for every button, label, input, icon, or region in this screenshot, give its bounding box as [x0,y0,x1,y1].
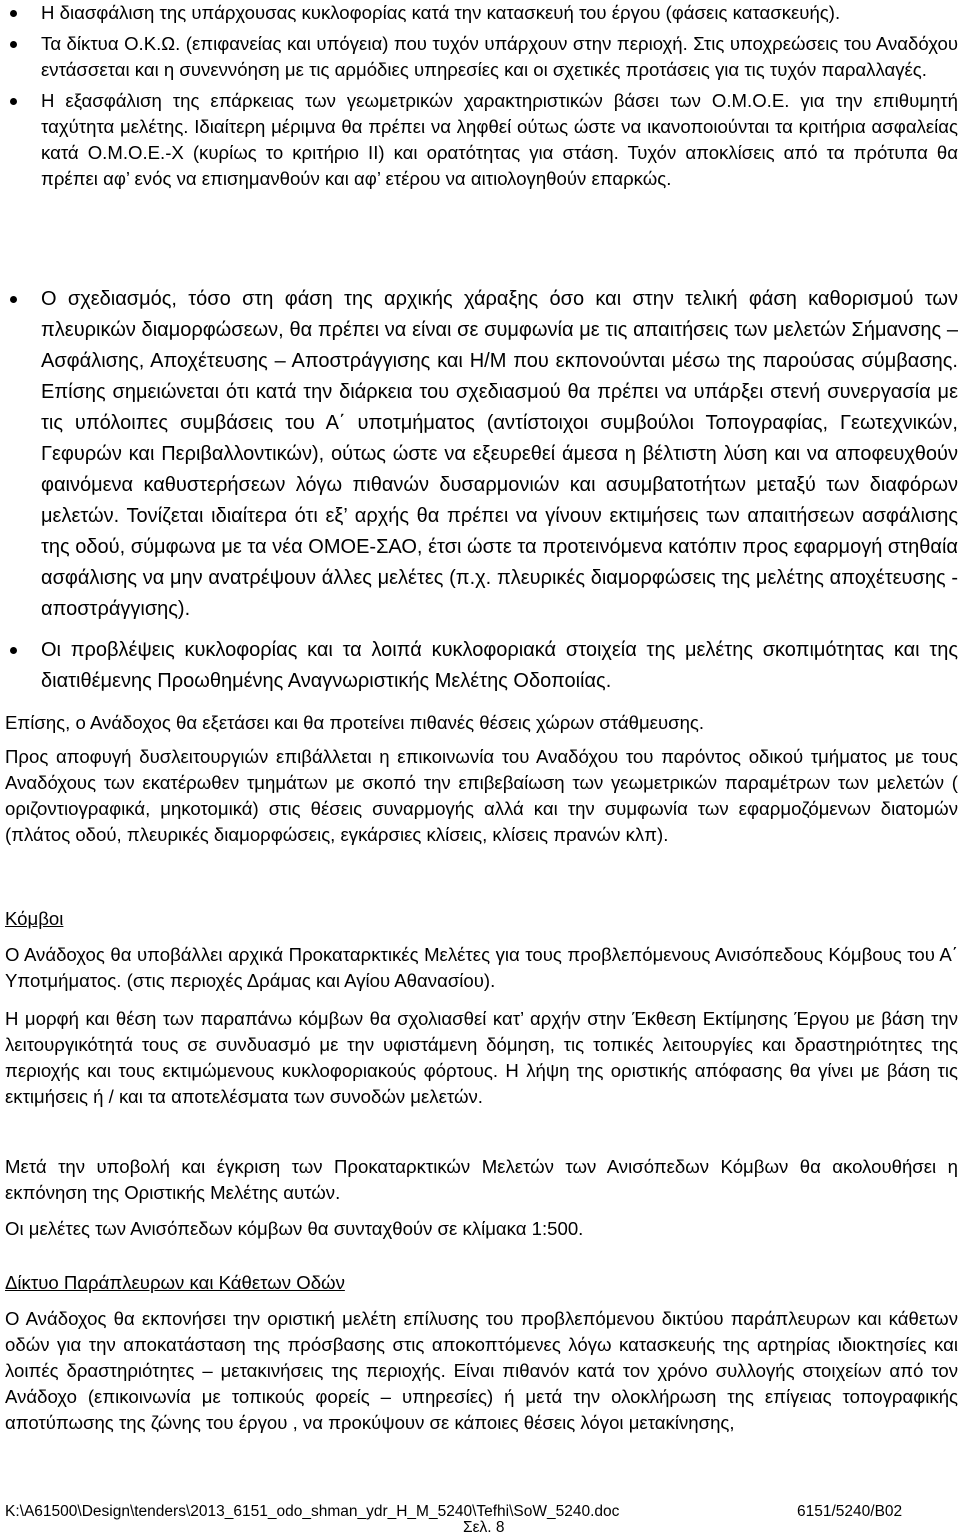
section-heading-network: Δίκτυο Παράπλευρων και Κάθετων Οδών [5,1272,345,1293]
paragraph-nodes-scale: Οι μελέτες των Ανισόπεδων κόμβων θα συνταχθούν σε κλίμακα 1:500. [5,1218,584,1239]
bullet-item: Τα δίκτυα Ο.Κ.Ω. (επιφανείας και υπόγεια) που τυχόν υπάρχουν στην περιοχή. Στις υποχρεώσεις του Αναδόχου εντάσσεται και η συνεννόηση με τις αρμόδιες υπηρεσίες και οι σχετικές προτάσεις για τις τυχόν παραλλαγές. [0,31,958,83]
footer-page-number: Σελ. 8 [463,1519,505,1536]
bullet-item: Οι προβλέψεις κυκλοφορίας και τα λοιπά κυκλοφοριακά στοιχεία της μελέτης σκοπιμότητας και της διατιθέμενης Προωθημένης Αναγνωριστικής Μελέτης Οδοποιίας. [0,635,958,697]
bullet-list-top [0,0,958,192]
section-heading-nodes: Κόμβοι [5,908,64,929]
paragraph-nodes-form: Η μορφή και θέση των παραπάνω κόμβων θα σχολιασθεί κατ’ αρχήν στην Έκθεση Εκτίμησης Έργου με βάση την λειτουργικότητά τους σε συνδυασμό με την υφιστάμενη δόμηση, τις τοπικές λειτουργίες και δραστηριότητες της περιοχής και τους εκτιμώμενους κυκλοφοριακούς φόρτους. Η λήψη της οριστικής απόφασης θα γίνει με βάση τις εκτιμήσεις ή / και τα αποτελέσματα των συνοδών μελετών. [5,1008,958,1107]
paragraph-parking: Επίσης, ο Ανάδοχος θα εξετάσει και θα προτείνει πιθανές θέσεις χώρων στάθμευσης. [5,712,705,733]
bullet-item: Η εξασφάλιση της επάρκειας των γεωμετρικών χαρακτηριστικών βάσει των Ο.Μ.Ο.Ε. για την επιθυμητή ταχύτητα μελέτης. Ιδιαίτερη μέριμνα θα πρέπει να ληφθεί ούτως ώστε να ικανοποιούνται τα κριτήρια ασφαλείας κατά Ο.Μ.Ο.Ε.-Χ (κυρίως το κριτήριο ΙΙ) και ορατότητας για στάση. Τυχόν αποκλίσεις από τα πρότυπα θα πρέπει αφ’ ενός να επισημανθούν και αφ’ ετέρου να αιτιολογηθούν επαρκώς. [0,88,958,192]
bullet-item: Η διασφάλιση της υπάρχουσας κυκλοφορίας κατά την κατασκευή του έργου (φάσεις κατασκευής). [0,0,958,26]
footer-document-code: 6151/5240/B02 [797,1503,903,1520]
bullet-list-large [0,284,958,697]
paragraph-network: Ο Ανάδοχος θα εκπονήσει την οριστική μελέτη επίλυσης του προβλεπόμενου δικτύου παράπλευρων και κάθετων οδών για την αποκατάσταση της πρόσβασης στις αποκοπτόμενες λόγω κατασκευής της αρτηρίας ιδιοκτησίες και λοιπές δραστηριότητες – μετακινήσεις της περιοχής. Είναι πιθανόν κατά τον χρόνο συλλογής στοιχείων από τον Ανάδοχο (επικοινωνία με τοπικούς φορείς – υπηρεσίες) ή μετά την ολοκλήρωση της επίγειας τοπογραφικής αποτύπωσης της ζώνης του έργου , να προκύψουν σε κάποιες θέσεις λόγοι μετακίνησης, [5,1308,958,1433]
bullet-item: Ο σχεδιασμός, τόσο στη φάση της αρχικής χάραξης όσο και στην τελική φάση καθορισμού των πλευρικών διαμορφώσεων, θα πρέπει να είναι σε συμφωνία με τις απαιτήσεις των μελετών Σήμανσης – Ασφάλισης, Αποχέτευσης – Αποστράγγισης και Η/Μ που εκπονούνται μέσω της παρούσας σύμβασης. Επίσης σημειώνεται ότι κατά την διάρκεια του σχεδιασμού θα πρέπει να υπάρξει στενή συνεργασία με τις υπόλοιπες συμβάσεις του Α΄ υποτμήματος (αντίστοιχοι συμβούλοι Τοπογραφίας, Γεωτεχνικών, Γεφυρών και Περιβαλλοντικών), ούτως ώστε να εξευρεθεί άμεσα η βέλτιστη λύση και να αποφευχθούν φαινόμενα καθυστερήσεων λόγω πιθανών δυσαρμονιών και ασυμβατοτήτων μεταξύ των διαφόρων μελετών. Τονίζεται ιδιαίτερα ότι εξ’ αρχής θα πρέπει να γίνουν εκτιμήσεις των απαιτήσεων ασφάλισης της οδού, σύμφωνα με τα νέα ΟΜΟΕ-ΣΑΟ, έτσι ώστε τα προτεινόμενα κατόπιν προς εφαρμογή στηθαία ασφάλισης να μην ανατρέψουν άλλες μελέτες (π.χ. πλευρικές διαμορφώσεις της μελέτης αποχέτευσης - αποστράγγισης). [0,284,958,625]
footer-file-path: K:\A61500\Design\tenders\2013_6151_odo_shman_ydr_H_M_5240\Tefhi\SoW_5240.doc [5,1503,620,1520]
paragraph-nodes-final: Μετά την υποβολή και έγκριση των Προκαταρκτικών Μελετών των Ανισόπεδων Κόμβων θα ακολουθήσει η εκπόνηση της Οριστικής Μελέτης αυτών. [5,1156,958,1203]
paragraph-coordination: Προς αποφυγή δυσλειτουργιών επιβάλλεται η επικοινωνία του Αναδόχου του παρόντος οδικού τμήματος με τους Αναδόχους των εκατέρωθεν τμημάτων με σκοπό την επιβεβαίωση των γεωμετρικών παραμέτρων των μελετών ( οριζοντιογραφικά, μηκοτομικά) στις θέσεις συναρμογής αλλά και την συμφωνία των εφαρμοζόμενων διατομών (πλάτος οδού, πλευρικές διαμορφώσεις, εγκάρσιες κλίσεις, κλίσεις πρανών κλπ). [5,746,958,845]
paragraph-nodes-preliminary: Ο Ανάδοχος θα υποβάλλει αρχικά Προκαταρκτικές Μελέτες για τους προβλεπόμενους Ανισόπεδους Κόμβους του Α΄ Υποτμήματος. (στις περιοχές Δράμας και Αγίου Αθανασίου). [5,944,958,991]
